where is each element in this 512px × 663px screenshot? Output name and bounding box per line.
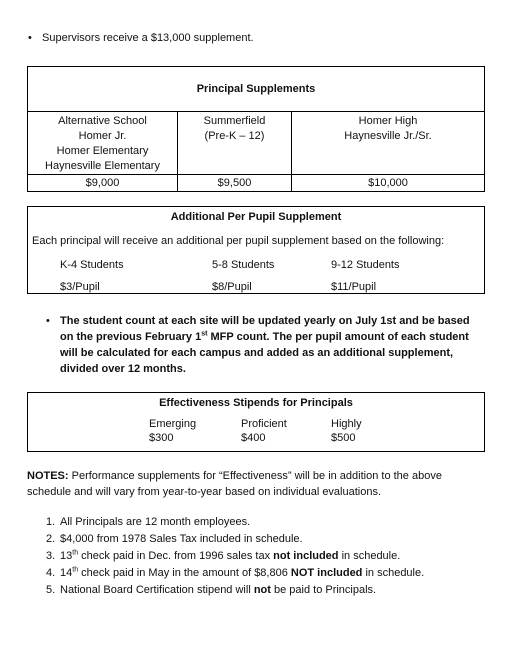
effectiveness-level (149, 417, 196, 445)
bullet-icon: • (28, 32, 32, 44)
notes-list (46, 514, 424, 599)
list-item-text: All Principals are 12 month employees. (60, 516, 251, 528)
principal-supplements-title: Principal Supplements (28, 67, 485, 112)
level-label: Highly (331, 418, 362, 430)
list-item-text: National Board Certification stipend will (60, 584, 254, 596)
pupil-rate: $3/Pupil (60, 281, 100, 293)
supervisor-bullet (28, 32, 254, 44)
list-number: 4. (46, 567, 56, 579)
schools-cell-2 (178, 112, 292, 175)
list-item (46, 582, 424, 599)
level-amount: $500 (331, 432, 356, 444)
list-item-text: $4,000 from 1978 Sales Tax included in schedule. (60, 533, 303, 545)
level-label: Proficient (241, 418, 287, 430)
ordinal: 13 (60, 550, 73, 562)
level-amount: $400 (241, 432, 266, 444)
list-item-text: check paid in May in the amount of $8,806 (78, 567, 291, 579)
per-pupil-description: Each principal will receive an additional per pupil supplement based on the following: (32, 235, 445, 247)
list-number: 2. (46, 533, 56, 545)
school-name: Haynesville Elementary (45, 160, 160, 172)
principal-supplements-table (27, 66, 485, 192)
per-pupil-box (27, 206, 485, 294)
school-name: Haynesville Jr./Sr. (344, 130, 432, 142)
list-item-text: in schedule. (362, 567, 425, 579)
per-pupil-title: Additional Per Pupil Supplement (170, 211, 342, 223)
effectiveness-box (27, 392, 485, 452)
list-item-bold: not (253, 584, 271, 596)
superscript: th (72, 566, 79, 574)
school-name: Alternative School (58, 115, 147, 127)
list-item (46, 514, 424, 531)
school-name: (Pre-K – 12) (204, 130, 265, 142)
pupil-rate: $11/Pupil (331, 281, 377, 293)
list-number: 1. (46, 516, 56, 528)
notes-text: Performance supplements for “Effectiveness” will be in addition to the above schedule and will vary from year-to-year based on individual evaluations. (27, 470, 442, 498)
schools-cell-3 (292, 112, 485, 175)
grade-label: K-4 Students (60, 259, 124, 271)
student-count-text-1: The student count at each site will be updated yearly on July 1st and be based on the previous February 1 (60, 315, 470, 343)
school-name: Summerfield (203, 115, 266, 127)
student-count-bullet (46, 313, 480, 377)
bullet-icon: • (46, 315, 50, 327)
effectiveness-level (241, 417, 287, 445)
level-amount: $300 (149, 432, 174, 444)
effectiveness-level (331, 417, 362, 445)
superscript: th (72, 549, 79, 557)
effectiveness-title: Effectiveness Stipends for Principals (159, 397, 353, 409)
list-item-text: check paid in Dec. from 1996 sales tax (78, 550, 274, 562)
student-count-text-2: MFP count. The per pupil amount of each student will be calculated for each campus and added as an additional supplement, divided over 12 months. (60, 331, 469, 375)
schools-cell-1 (28, 112, 178, 175)
list-item-text: be paid to Principals. (270, 584, 377, 596)
pupil-rate: $8/Pupil (212, 281, 252, 293)
level-label: Emerging (149, 418, 197, 430)
list-item (46, 565, 424, 582)
supplement-amount: $9,500 (178, 175, 292, 192)
ordinal: 14 (60, 567, 73, 579)
superscript: st (201, 330, 208, 338)
notes-label: NOTES: (27, 470, 69, 482)
notes-paragraph (27, 468, 487, 500)
supervisor-text: Supervisors receive a $13,000 supplement. (42, 32, 254, 44)
list-item (46, 548, 424, 565)
list-item-text: in schedule. (338, 550, 401, 562)
school-name: Homer Jr. (78, 130, 127, 142)
supplement-amount: $9,000 (28, 175, 178, 192)
supplement-amount: $10,000 (292, 175, 485, 192)
list-item-bold: not included (273, 550, 339, 562)
school-name: Homer High (358, 115, 418, 127)
grade-label: 9-12 Students (331, 259, 400, 271)
list-item (46, 531, 424, 548)
list-number: 5. (46, 584, 56, 596)
school-name: Homer Elementary (56, 145, 149, 157)
grade-label: 5-8 Students (212, 259, 275, 271)
list-item-bold: NOT included (290, 567, 363, 579)
list-number: 3. (46, 550, 56, 562)
